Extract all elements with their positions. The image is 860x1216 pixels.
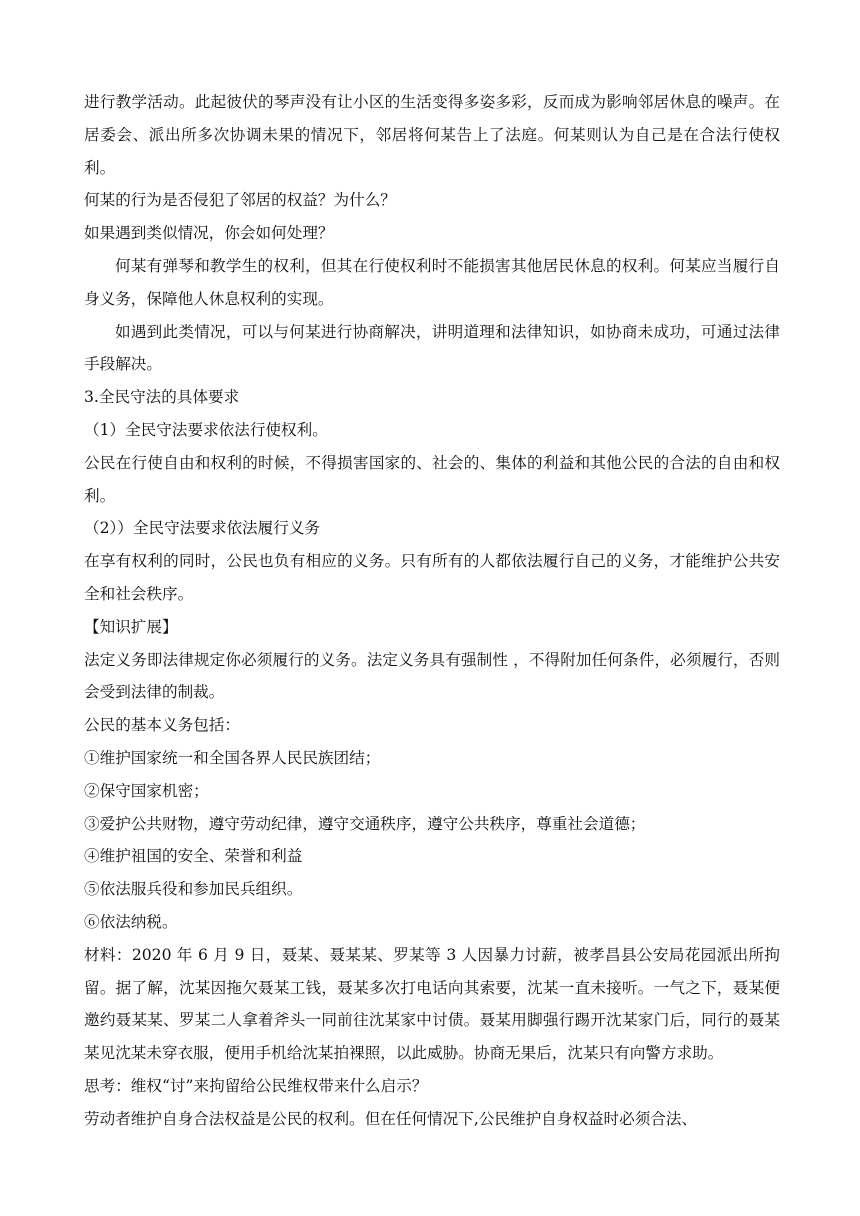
paragraph-case-intro: 进行教学活动。此起彼伏的琴声没有让小区的生活变得多姿多彩，反而成为影响邻居休息的噪声。在居委会、派出所多次协调未果的情况下，邻居将何某告上了法庭。何某则认为自己是在合法行使权利。	[84, 93, 780, 177]
paragraph-answer-start: 劳动者维护自身合法权益是公民的权利。但在任何情况下,公民维护自身权益时必须合法、	[84, 1109, 698, 1128]
paragraph-material: 材料：2020 年 6 月 9 日，聂某、聂某某、罗某等 3 人因暴力讨薪，被孝昌县公安局花园派出所拘留。据了解，沈某因拖欠聂某工钱，聂某多次打电话向其索要，沈某一直未接听。一气之下，聂某便邀约聂某某、罗某二人拿着斧头一同前往沈某家中讨债。聂某用脚强行踢开沈某家门后，同行的聂某某见沈某未穿衣服，便用手机给沈某拍裸照，以此威胁。协商无果后，沈某只有向警方求助。	[84, 945, 780, 1063]
answer-rights: 何某有弹琴和教学生的权利，但其在行使权利时不能损害其他居民休息的权利。何某应当履行自身义务，保障他人休息权利的实现。	[84, 256, 780, 308]
list-item: ②保守国家机密；	[84, 781, 209, 800]
document-body	[84, 86, 780, 1136]
paragraph-exercise-rights: 公民在行使自由和权利的时候，不得损害国家的、社会的、集体的利益和其他公民的合法的自由和权利。	[84, 453, 780, 505]
question-handling: 如果遇到类似情况，你会如何处理？	[84, 224, 334, 243]
question-reflection: 思考：维权“讨”来拘留给公民维权带来什么启示？	[84, 1076, 428, 1095]
list-item: ③爱护公共财物，遵守劳动纪律，遵守交通秩序，遵守公共秩序，尊重社会道德；	[84, 814, 646, 833]
paragraph-fulfill-duties: 在享有权利的同时，公民也负有相应的义务。只有所有的人都依法履行自己的义务，才能维护公共安全和社会秩序。	[84, 552, 780, 603]
list-item: ⑤依法服兵役和参加民兵组织。	[84, 880, 303, 899]
list-item: ④维护祖国的安全、荣誉和利益	[84, 847, 303, 866]
list-item: ⑥依法纳税。	[84, 912, 178, 931]
knowledge-extension-heading: 【知识扩展】	[84, 617, 178, 636]
paragraph-legal-duty: 法定义务即法律规定你必须履行的义务。法定义务具有强制性 ，不得附加任何条件，必须履行，否则会受到法律的制裁。	[84, 650, 780, 702]
list-item: ①维护国家统一和全国各界人民民族团结；	[84, 748, 381, 767]
section-heading: 3.全民守法的具体要求	[84, 388, 240, 407]
subheading-fulfill-duties: （2））全民守法要求依法履行义务	[84, 519, 321, 538]
subheading-exercise-rights: （1）全民守法要求依法行使权利。	[84, 420, 328, 439]
basic-duties-intro: 公民的基本义务包括：	[84, 716, 240, 735]
question-infringement: 何某的行为是否侵犯了邻居的权益？为什么？	[84, 191, 396, 210]
answer-handling: 如遇到此类情况，可以与何某进行协商解决，讲明道理和法律知识，如协商未成功，可通过法律手段解决。	[84, 322, 780, 374]
